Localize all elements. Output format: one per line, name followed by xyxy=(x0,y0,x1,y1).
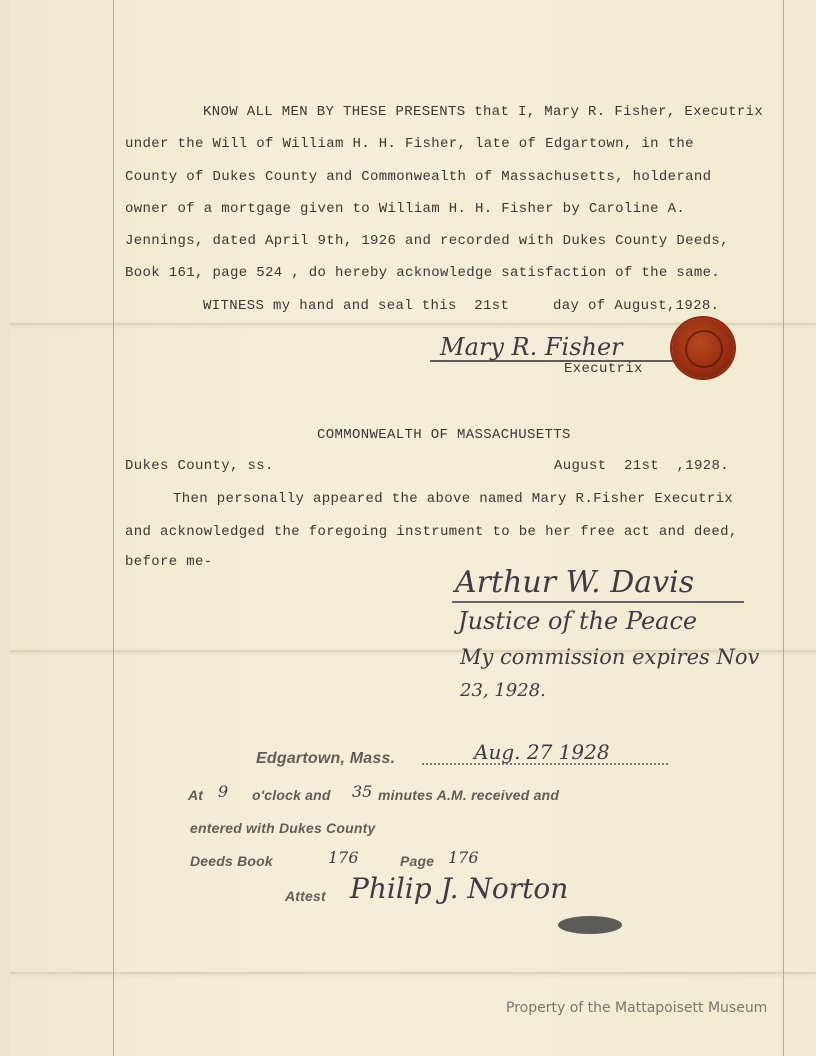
commission-line-1: My commission expires Nov xyxy=(460,645,760,669)
witness-line: WITNESS my hand and seal this 21st day of August,1928. xyxy=(203,298,720,314)
stamp-page-value: 176 xyxy=(448,848,479,867)
right-margin-line xyxy=(783,0,784,1056)
paragraph-line-3: County of Dukes County and Commonwealth of Massachusetts, holderand xyxy=(125,169,712,185)
justice-signature: Arthur W. Davis xyxy=(455,565,695,600)
stamp-place: Edgartown, Mass. xyxy=(256,750,396,767)
justice-title: Justice of the Peace xyxy=(458,607,698,635)
paragraph-line-1: KNOW ALL MEN BY THESE PRESENTS that I, Mary R. Fisher, Executrix xyxy=(203,104,764,120)
appearance-line-3: before me- xyxy=(125,554,213,570)
stamp-oclock-and: o'clock and xyxy=(252,787,331,803)
stamp-attest-label: Attest xyxy=(285,888,326,904)
stamp-minutes: 35 xyxy=(352,782,373,801)
wax-seal-icon xyxy=(672,318,734,378)
paragraph-line-5: Jennings, dated April 9th, 1926 and recorded with Dukes County Deeds, xyxy=(125,233,729,249)
paragraph-line-6: Book 161, page 524 , do hereby acknowledge satisfaction of the same. xyxy=(125,265,721,281)
museum-watermark: Property of the Mattapoisett Museum xyxy=(506,1000,768,1016)
stamp-minutes-am: minutes A.M. received and xyxy=(378,787,560,803)
stamp-book-label: Deeds Book xyxy=(190,853,273,869)
commission-line-2: 23, 1928. xyxy=(460,680,546,701)
stamp-attest-signature: Philip J. Norton xyxy=(350,872,569,905)
stamp-date: Aug. 27 1928 xyxy=(474,740,610,764)
appearance-line-1: Then personally appeared the above named Mary R.Fisher Executrix xyxy=(173,491,734,507)
appearance-line-2: and acknowledged the foregoing instrument to be her free act and deed, xyxy=(125,524,738,540)
fold-crease-lower xyxy=(10,972,816,974)
executrix-title: Executrix xyxy=(564,361,643,377)
stamp-entered-line: entered with Dukes County xyxy=(190,820,376,836)
stamp-book-value: 176 xyxy=(328,848,359,867)
executrix-signature: Mary R. Fisher xyxy=(440,333,623,361)
county-line: Dukes County, ss. xyxy=(125,458,274,474)
stamp-hour: 9 xyxy=(218,782,229,801)
left-margin-line xyxy=(113,0,114,1056)
acknowledgment-date: August 21st ,1928. xyxy=(554,458,730,474)
ink-smudge xyxy=(556,912,626,938)
paragraph-line-2: under the Will of William H. H. Fisher, late of Edgartown, in the xyxy=(125,136,694,152)
commonwealth-heading: COMMONWEALTH OF MASSACHUSETTS xyxy=(317,427,571,443)
paragraph-line-4: owner of a mortgage given to William H. H. Fisher by Caroline A. xyxy=(125,201,686,217)
stamp-at-label: At xyxy=(188,787,204,803)
stamp-page-label: Page xyxy=(400,853,435,869)
